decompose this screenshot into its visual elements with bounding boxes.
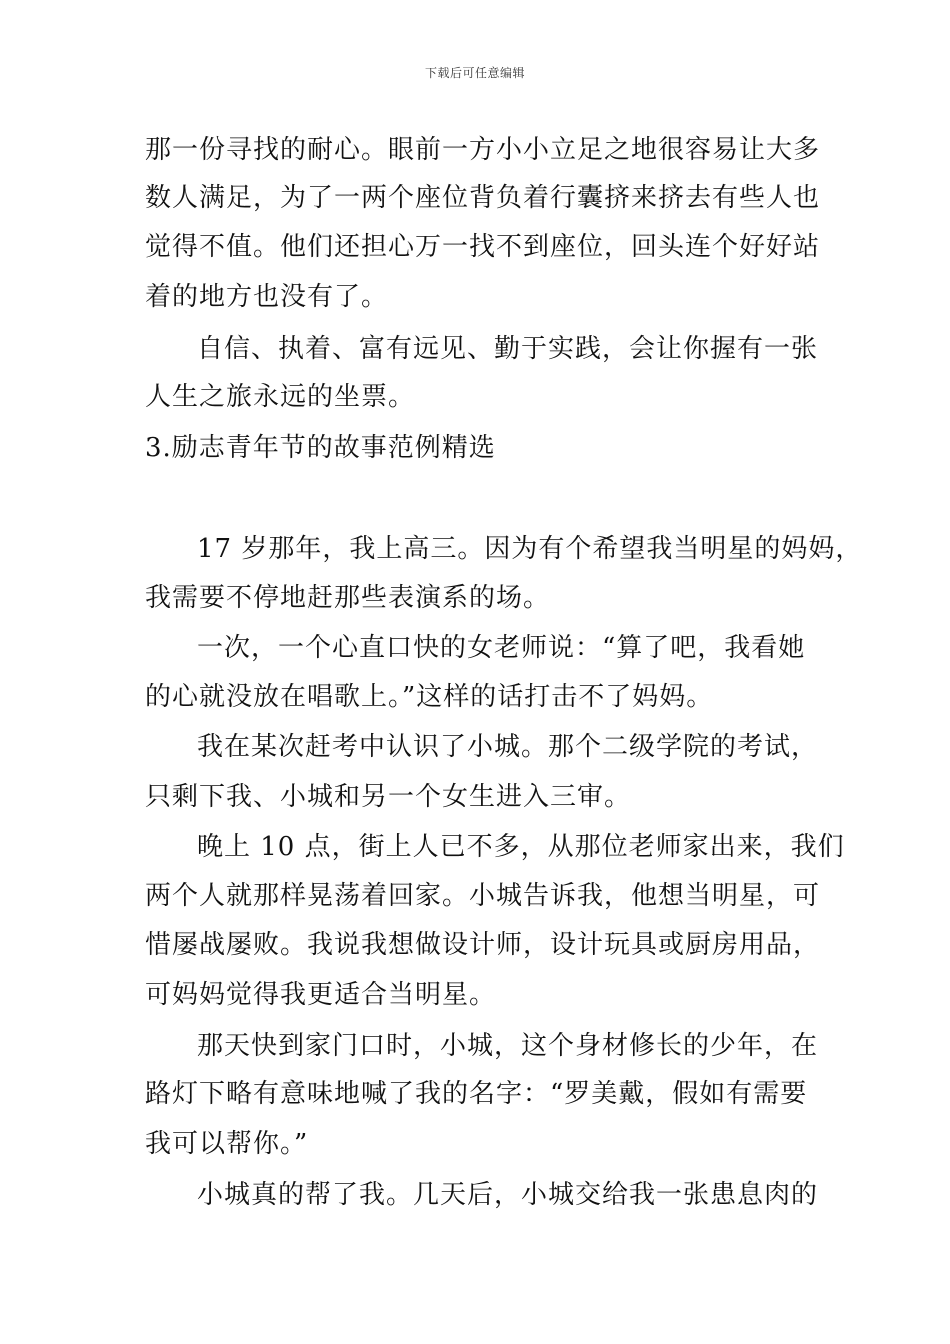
text-line: 只剩下我、小城和另一个女生进入三审。 bbox=[145, 782, 632, 812]
text-line: 晚上 10 点，街上人已不多，从那位老师家出来，我们 bbox=[197, 832, 845, 862]
text-line: 自信、执着、富有远见、勤于实践，会让你握有一张 bbox=[197, 334, 819, 364]
text-line: 那一份寻找的耐心。眼前一方小小立足之地很容易让大多 bbox=[145, 135, 821, 165]
text-line: 小城真的帮了我。几天后，小城交给我一张患息肉的 bbox=[197, 1180, 819, 1210]
text-line: 的心就没放在唱歌上。”这样的话打击不了妈妈。 bbox=[145, 682, 714, 712]
text-line: 两个人就那样晃荡着回家。小城告诉我，他想当明星，可 bbox=[145, 881, 821, 911]
text-line: 人生之旅永远的坐票。 bbox=[145, 382, 416, 412]
text-line: 数人满足，为了一两个座位背负着行囊挤来挤去有些人也 bbox=[145, 183, 821, 213]
text-line: 我可以帮你。” bbox=[145, 1129, 309, 1159]
text-line: 那天快到家门口时，小城，这个身材修长的少年，在 bbox=[197, 1031, 819, 1061]
text-line: 着的地方也没有了。 bbox=[145, 282, 389, 312]
text-line: 我需要不停地赶那些表演系的场。 bbox=[145, 583, 551, 613]
section-heading: 3.励志青年节的故事范例精选 bbox=[145, 433, 496, 463]
text-line: 我在某次赶考中认识了小城。那个二级学院的考试， bbox=[197, 732, 819, 762]
text-line: 惜屡战屡败。我说我想做设计师，设计玩具或厨房用品， bbox=[145, 930, 821, 960]
text-line: 觉得不值。他们还担心万一找不到座位，回头连个好好站 bbox=[145, 232, 821, 262]
text-line: 17 岁那年，我上高三。因为有个希望我当明星的妈妈， bbox=[197, 534, 863, 564]
text-line: 路灯下略有意味地喊了我的名字：“罗美戴，假如有需要 bbox=[145, 1079, 808, 1109]
page-header: 下载后可任意编辑 bbox=[424, 66, 525, 80]
text-line: 一次，一个心直口快的女老师说：“算了吧，我看她 bbox=[197, 633, 806, 663]
text-line: 可妈妈觉得我更适合当明星。 bbox=[145, 980, 497, 1010]
